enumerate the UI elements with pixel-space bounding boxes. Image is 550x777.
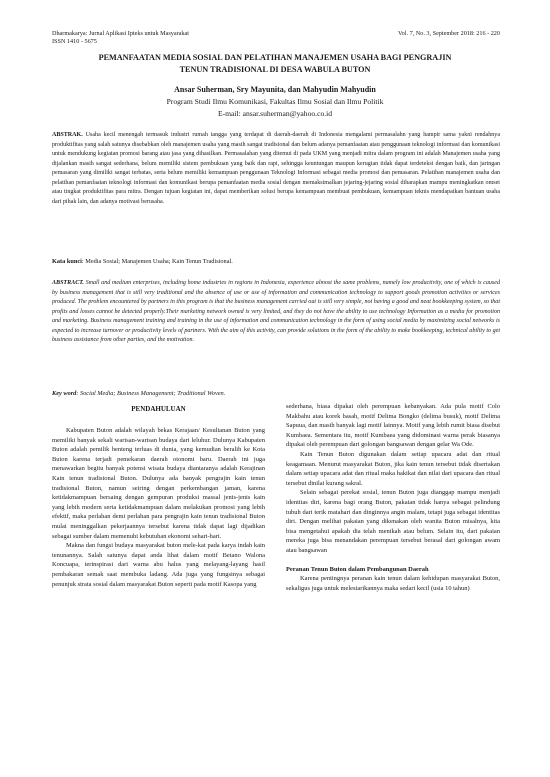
article-title-line1: PEMANFAATAN MEDIA SOSIAL DAN PELATIHAN MANAJEMEN USAHA BAGI PENGRAJIN: [98, 53, 452, 62]
running-header-left: [52, 30, 189, 46]
article-title: [40, 52, 510, 75]
author-list: Ansar Suherman, Sry Mayunita, dan Mahyudin Mahyudin: [174, 85, 376, 94]
abstrak-label: ABSTRAK.: [52, 132, 83, 138]
body-column-left: [52, 402, 265, 589]
abstract-en-text: Small and medium enterprises, including home industries in regions in Indonesia, experience almost the same problems, namely low productivity, one of which is caused by business management that is still very traditional and the absence of use or use of information and communication technology to support goods promotion activities or services produced. The problem encountered by partners in this program is that the business management carried out is still very simple, not having a good and neat bookkeeping system, so that profits and losses cannot be detected properly.Their marketing network owned is very limited, and they do not have the ability to use technology Information as a media for promotion and marketing. Business management training and training in the use of information and communication technology in the form of using social media by maximizing social networks is expected to increase turnover or productivity levels of partners. With the aim of this activity, can provide solutions in the form of the ability to make bookkeeping, technical ability to get business assistance from other parties, and the motivation.: [52, 280, 500, 343]
journal-issn: ISSN 1410 - 5675: [52, 38, 97, 45]
subsection-heading: Peranan Tenun Buton dalam Pembangunan Daerah: [286, 565, 429, 573]
author-affiliation: Program Studi Ilmu Komunikasi, Fakultas Ilmu Sosial dan Ilmu Politik: [166, 97, 384, 106]
body-paragraph: Kabupaten Buton adalah wilayah bekas Kerajaan/ Kesultanan Buton yang memiliki banyak sekali warisan-warisan budaya dari leluhur. Dulunya Kabupaten Buton adalah pemilik benteng terluas di dunia, yang kemudian beralih ke Kota Buton karena terjadi pemekaran daerah otonomi baru. Daerah ini juga menawarkan begitu banyak potensi wisata budaya diantaranya adalah Kerajinan Kain tenun tradisional Buton. Dulunya ada banyak pengrajin kain tenun tradisional Buton, namun seiring dengan perkembangan jaman, karena ketidakmampuan bersaing dengan gempuran produksi massal jenis-jenis kain yang lebih modern serta ketidakmampuan dalam melakukan promosi yang lebih efektif, maka perlahan demi perlahan para pengrajin kain tenun tradisional Buton mulai meninggalkan pekerjaannya tersebut karena tidak dapat lagi dijadikan sebagai sumber dalam memenuhi kebutuhan ekonomi sehari-hari.: [52, 427, 265, 540]
kata-kunci-label: Kata kunci: [52, 258, 82, 265]
section-heading-pendahuluan: PENDAHULUAN: [131, 405, 186, 413]
body-paragraph: Makna dan fungsi budaya masyarakat buton mele-kat pada karya indah kain tenunannya. Salah satunya dapat anda lihat dalam motif Betano Walona Koncuapa, terinspirasi dari warna abu halus yang melayang-layang hasil pembakaran semak saat membuka ladang. Ada juga yang fungsinya sebagai penunjuk strata sosial dalam masyarakat Buton seperti pada motif Kasopa yang: [52, 542, 265, 588]
keywords-en: [52, 389, 500, 398]
article-title-line2: TENUN TRADISIONAL DI DESA WABULA BUTON: [179, 64, 371, 74]
body-paragraph: Selain sebagai perekat sosial, tenun Buton juga dianggap mampu menjadi identitas diri, karena bagi orang Buton, pakaian tidak hanya sebagai pelindung tubuh dari terik matahari dan dinginnya angin malam, tetapi juga sebagai identitas diri. Dengan melihat pakaian yang dikenakan oleh wanita Buton misalnya, kita bisa mengetahui apakah dia telah menikah atau belum. Selain itu, dari pakaian mereka juga bisa menandakan perempuan tersebut berasal dari golongan awam atau bangsawan: [286, 489, 500, 554]
body-paragraph: Karena pentingnya peranan kain tenun dalam kehidupan masyarakat Buton, sekaligus juga untuk melestarikannya maka sedari kecil (usia 10 tahun): [286, 575, 500, 592]
body-paragraph: sederhana, biasa dipakai oleh perempuan kebanyakan. Ada pula motif Colo Makbahu atau korek basah, motif Delima Bongko (delima busuk), motif Delima Sapuua, dan masih banyak lagi motif lainnya. Motif yang lebih rumit biasa disebut Kumbaea. Sementara itu, motif Kumbaea yang didominasi warna perak biasanya dipakai oleh perempuan dari golongan bangsawan dengan gelar Wa Ode.: [286, 403, 500, 449]
journal-name: Dharmakarya: Jurnal Aplikasi Ipteks untuk Masyarakat: [52, 30, 189, 37]
author-email: E-mail: ansar.suherman@yahoo.co.id: [217, 109, 333, 118]
abstrak-paragraph: [52, 131, 500, 207]
body-column-right: [286, 402, 500, 593]
abstract-en-paragraph: [52, 279, 500, 346]
running-header-right: Vol. 7, No. 3, September 2018: 216 - 220: [398, 30, 500, 37]
abstrak-text: Usaha kecil menengah termasuk industri rumah tangga yang terdapat di daerah-daerah di Indonesia mengalami permasalahn yang hampir sama yakni rendahnya produktifitas yang salah satunya disebabkan oleh manajemen usaha yang masih sangat tradisional dan belum adanya pemanfaatan atau penggunaan teknologi informasi dan komunikasi untuk mendukung kegiatan promosi barang atau jasa yang dihasilkan. Permasalahan yang ditemui di pada UKM yang menjadi mitra dalam program ini adalah Manajemen usaha yang dijalankan masih sangat sederhana, belum memiliki sistem pembukuan yang baik dan rapi, sehingga keuntungan maupun kerugian tidak dapat terdeteksi dengan baik, dan jaringan pemasaran yang dimiliki sangat terbatas, serta belum memiliki kemampuan penggunaan Teknologi Informasi sebagai media promosi dan pemasaran. Pelatihan manajemen usaha dan pelatihan pemanfaatan teknologi informasi dan komunikasi berupa pemanfaatan media sosial dengan memaksimalkan jejaring-jejaring sosial diharapkan mampu meningkatkan omset atau tingkat produktifitas para mitra. Dengan tujuan kegiatan ini, dapat memberikan solusi berupa kemampuan membuat pembukuan, kemampuan teknis mendapatkan bantuan usaha dari pihak lain, dan adanya motivasi berusaha.: [52, 132, 500, 205]
kata-kunci-text: : Media Sosial; Manajemen Usaha; Kain Tenun Tradisional.: [81, 258, 233, 265]
kata-kunci: [52, 257, 500, 266]
keywords-en-text: : Social Media; Business Management; Traditional Woven.: [76, 390, 226, 397]
body-paragraph: Kain Tenun Buton digunakan dalam setiap upacara adat dan ritual keagamaan. Menurut masyarakat Buton, jika kain tenun tersebut tidak disertakan dalam setiap upacara adat dan ritual maka hakikat dan nilai dari upacara dan ritual tersebut dinilai kurang sakral.: [286, 450, 500, 487]
keywords-en-label: Key word: [52, 390, 77, 397]
abstract-en-label: ABSTRACT.: [52, 280, 84, 286]
